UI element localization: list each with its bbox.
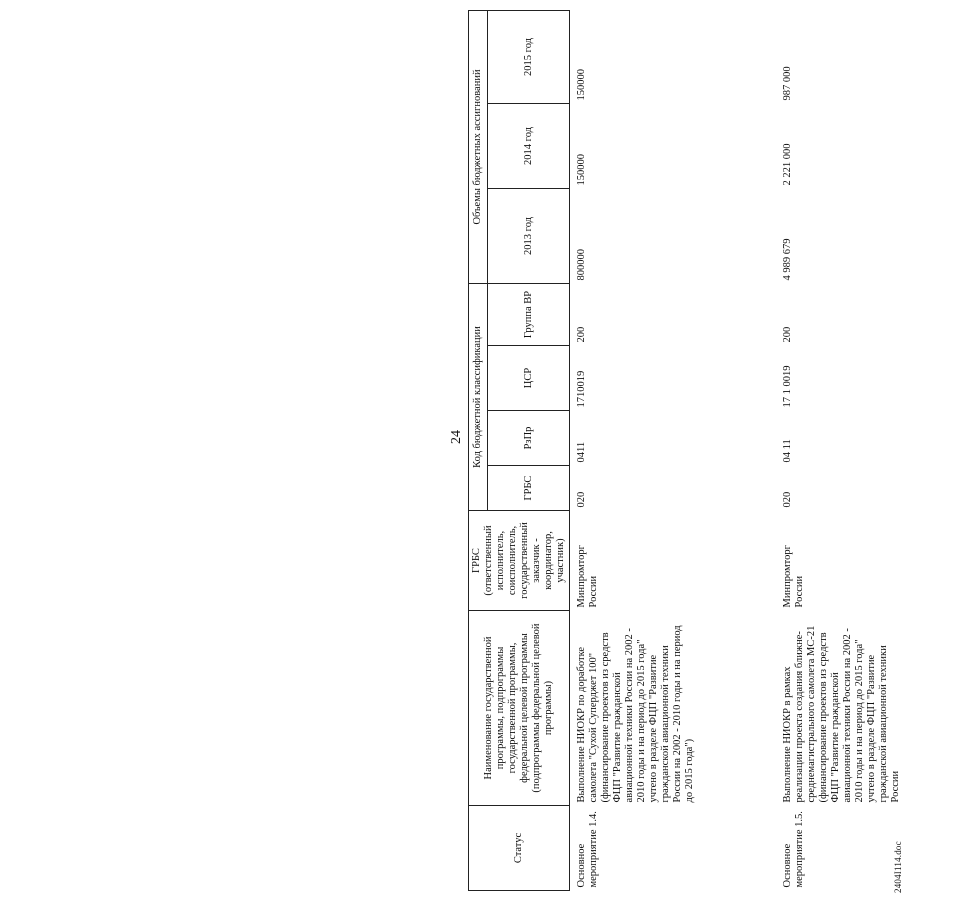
header-volumes-group: Объемы бюджетных ассигнований	[469, 10, 488, 283]
table-row	[570, 10, 776, 890]
row-2015: 987 000	[781, 66, 793, 101]
header-name: Наименование государственной программы, подпрограммы государственной программы, федеральной целевой программы (подпрограммы федеральной целевой программы)	[469, 611, 570, 806]
row-2013: 800000	[576, 248, 587, 281]
header-2013: 2013 год	[488, 188, 570, 283]
table-header	[469, 10, 570, 890]
row-grbs-code: 020	[576, 491, 587, 508]
row-2015: 150000	[576, 68, 587, 101]
row-grbs: Минпромторг России	[576, 545, 599, 608]
row-2014: 2 221 000	[781, 143, 793, 186]
header-2014: 2014 год	[488, 103, 570, 188]
table-row	[776, 10, 971, 890]
row-name: Выполнение НИОКР по доработке самолета "Сухой Суперджет 100" (финансирование проектов из средств ФЦП "Развитие гражданской авиационной техники России на 2002 - 2010 годы и на период до 2015 года" учтено в разделе ФЦП "Развитие гражданской авиационной техники России на 2002 - 2010 годы и на период до 2015 года")	[576, 625, 695, 803]
header-csr: ЦСР	[488, 346, 570, 411]
page-number: 24	[449, 430, 464, 444]
row-rzpr: 0411	[576, 441, 587, 463]
header-rzpr: РзПр	[488, 411, 570, 466]
row-2013: 4 989 679	[781, 238, 793, 281]
row-rzpr: 04 11	[781, 439, 793, 463]
header-status: Статус	[469, 806, 570, 891]
row-name: Выполнение НИОКР в рамках реализации проекта создания ближне-среднемагистрального самолета МС-21 (финансирование проектов из средств ФЦП "Развитие гражданской авиационной техники России на 2002 - 2010 годы и на период до 2015 года" учтено в разделе ФЦП "Развитие гражданской авиационной техники России	[781, 625, 901, 803]
row-status: Основное мероприятие 1.4.	[576, 811, 599, 888]
table-body	[570, 10, 971, 890]
row-2014: 150000	[576, 153, 587, 186]
header-vr: Группа ВР	[488, 283, 570, 345]
row-vr: 200	[576, 326, 587, 343]
footer-file-code: 2404І114.doc	[893, 841, 903, 893]
header-grbs-code: ГРБС	[488, 466, 570, 511]
row-grbs: Минпромторг России	[781, 545, 805, 608]
row-csr: 17 1 0019	[781, 365, 793, 408]
header-budget-code-group: Код бюджетной классификации	[469, 283, 488, 510]
row-csr: 1710019	[576, 370, 587, 408]
row-status: Основное мероприятие 1.5.	[781, 811, 805, 888]
budget-table	[468, 10, 971, 891]
header-grbs: ГРБС (ответственный исполнитель, соисполнитель, государственный заказчик - координатор, участник)	[469, 511, 570, 611]
row-grbs-code: 020	[781, 491, 793, 508]
header-2015: 2015 год	[488, 10, 570, 103]
row-vr: 200	[781, 326, 793, 343]
